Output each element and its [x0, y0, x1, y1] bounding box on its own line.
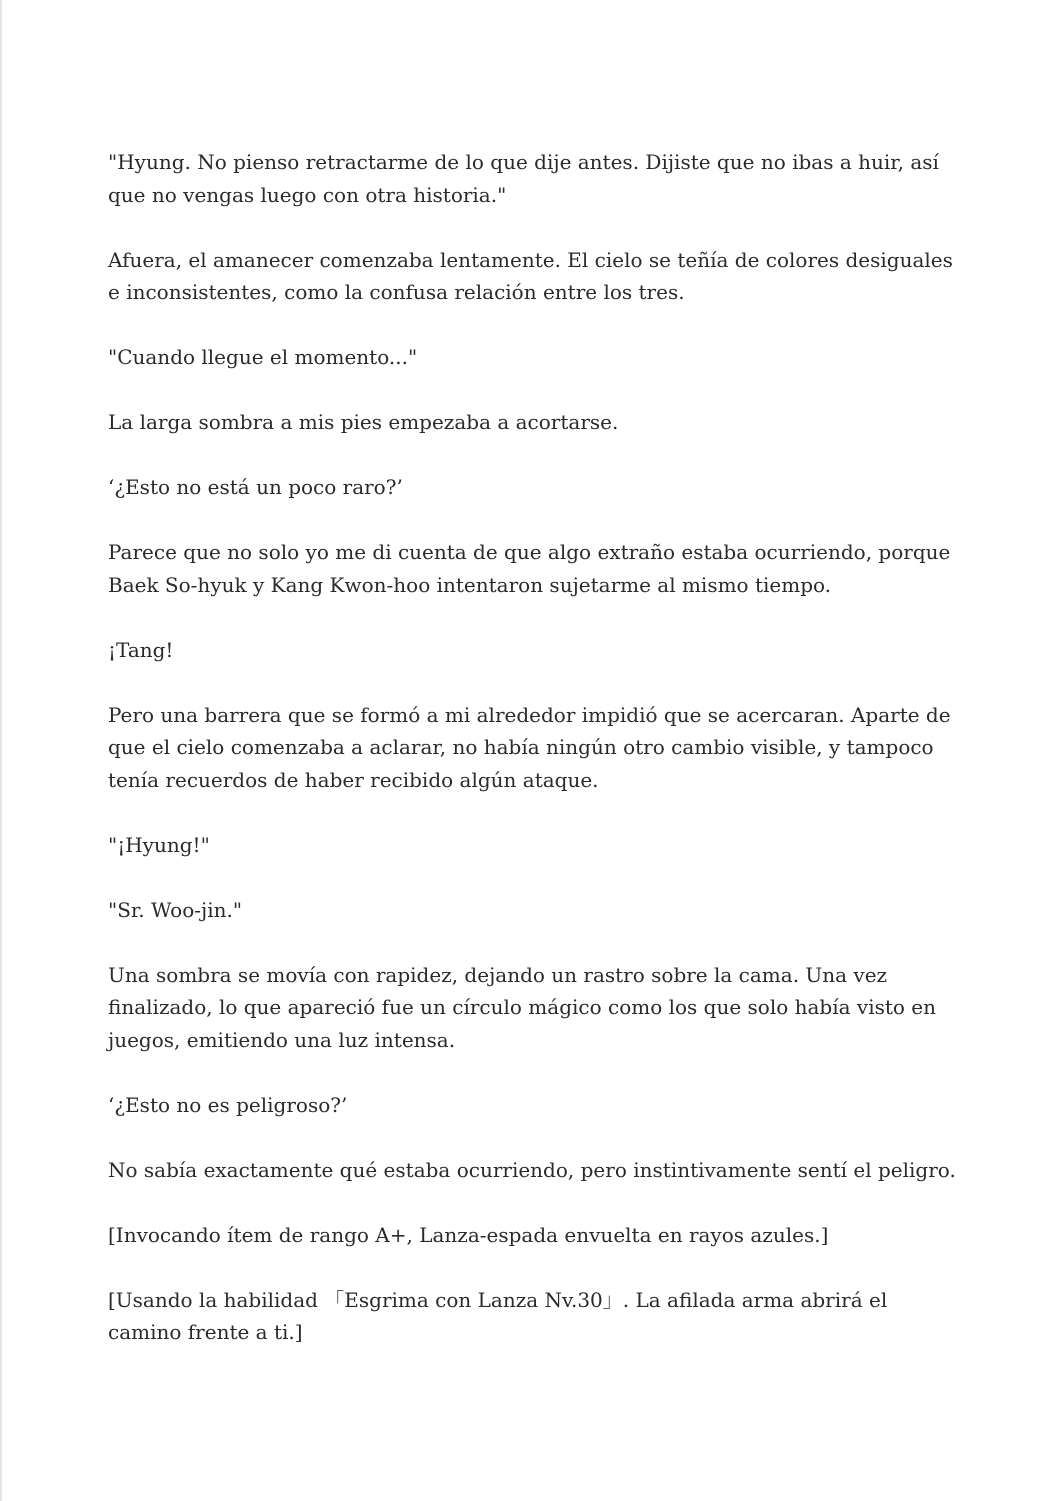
paragraph: Pero una barrera que se formó a mi alrededor impidió que se acercaran. Aparte de que el cielo comenzaba a aclarar, no había ningún otro cambio visible, y tampoco tenía recuerdos de haber recibido algún ataque.: [108, 702, 951, 792]
paragraph: "Sr. Woo-jin.": [108, 897, 243, 922]
paragraph: ‘¿Esto no es peligroso?’: [108, 1092, 348, 1117]
paragraph: "Hyung. No pienso retractarme de lo que dije antes. Dijiste que no ibas a huir, así que no vengas luego con otra historia.": [108, 150, 939, 207]
paragraph: ¡Tang!: [108, 637, 174, 662]
paragraph: No sabía exactamente qué estaba ocurriendo, pero instintivamente sentí el peligro.: [108, 1157, 956, 1182]
paragraph: ‘¿Esto no está un poco raro?’: [108, 475, 403, 499]
paragraph: La larga sombra a mis pies empezaba a acortarse.: [108, 410, 619, 434]
paragraph: [Invocando ítem de rango A+, Lanza-espada envuelta en rayos azules.]: [108, 1222, 829, 1247]
story-text: [108, 146, 963, 1349]
paragraph: "Cuando llegue el momento...": [108, 345, 418, 369]
paragraph: [Usando la habilidad 「Esgrima con Lanza Nv.30」. La afilada arma abrirá el camino frente a ti.]: [108, 1287, 888, 1344]
paragraph: Parece que no solo yo me di cuenta de que algo extraño estaba ocurriendo, porque Baek So-hyuk y Kang Kwon-hoo intentaron sujetarme al mismo tiempo.: [108, 540, 951, 597]
paragraph: Afuera, el amanecer comenzaba lentamente. El cielo se teñía de colores desiguales e inconsistentes, como la confusa relación entre los tres.: [108, 247, 953, 304]
paragraph: "¡Hyung!": [108, 832, 210, 857]
page-edge-divider: [0, 0, 2, 1501]
paragraph: Una sombra se movía con rapidez, dejando un rastro sobre la cama. Una vez finalizado, lo que apareció fue un círculo mágico como los que solo había visto en juegos, emitiendo una luz intensa.: [108, 962, 937, 1052]
